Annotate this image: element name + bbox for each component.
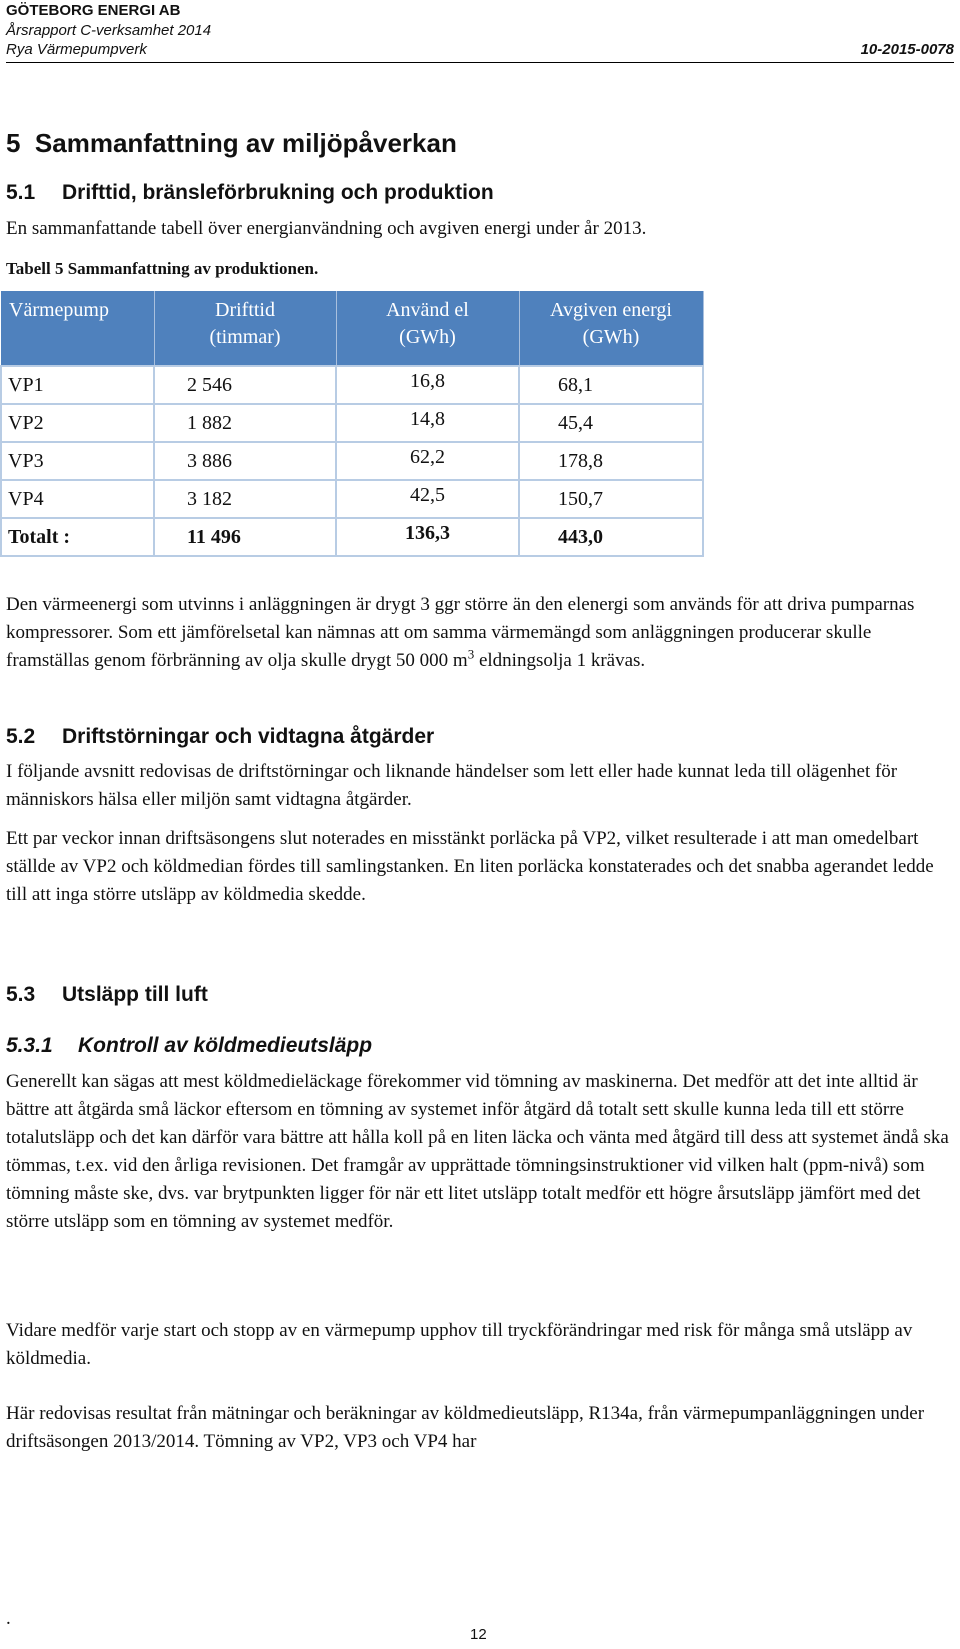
section-5-2-paragraph-1: I följande avsnitt redovisas de driftstörningar och liknande händelser som lett eller hade kunnat leda till olägenhet för människors hälsa eller miljön samt vidtagna åtgärder. — [6, 761, 898, 810]
cell-pump: VP2 — [1, 404, 154, 442]
chapter-heading — [6, 128, 457, 159]
section-title: Utsläpp till luft — [62, 983, 208, 1006]
cell-electricity: 14,8 — [336, 404, 519, 442]
section-number: 5.1 — [6, 181, 36, 204]
header-energy: Avgiven energi (GWh) — [519, 291, 703, 366]
table-total-row — [1, 518, 703, 556]
section-5-2-paragraph-2: Ett par veckor innan driftsäsongens slut noterades en misstänkt porläcka på VP2, vilket resulterade i att man omedelbart ställde av VP2 och köldmedian fördes till samlingstanken. En liten porläcka konstaterades och det snabba agerandet ledde till att inga större utsläpp av köldmedia skedde. — [6, 828, 934, 905]
cell-total-energy: 443,0 — [519, 518, 703, 556]
table-row — [1, 480, 703, 518]
table-row — [1, 442, 703, 480]
section-5-3-1-paragraph-3: Här redovisas resultat från mätningar och beräkningar av köldmedieutsläpp, R134a, från värmepumpanläggningen under driftsäsongen 2013/2014. Tömning av VP2, VP3 och VP4 har — [6, 1403, 925, 1452]
document-number: 10-2015-0078 — [860, 41, 954, 58]
table-caption: Tabell 5 Sammanfattning av produktionen. — [6, 259, 319, 278]
cell-total-runtime: 11 496 — [154, 518, 336, 556]
section-number: 5.3 — [6, 983, 36, 1006]
cell-energy: 45,4 — [519, 404, 703, 442]
facility-name: Rya Värmepumpverk — [6, 41, 147, 58]
section-5-1-heading — [6, 181, 494, 205]
cell-runtime: 3 886 — [154, 442, 336, 480]
section-5-1-intro: En sammanfattande tabell över energianvändning och avgiven energi under år 2013. — [6, 218, 647, 239]
section-5-3-1-paragraph-1: Generellt kan sägas att mest köldmedieläckage förekommer vid tömning av maskinerna. Det medför att det inte alltid är bättre att åtgärda små läckor eftersom en tömning av systemet inför åtgärd då totalt sett skulle kunna leda till ett större totalutsläpp och det kan därför vara bättre att hålla koll på en liten läcka och vänta med åtgärd till dess att systemet ändå ska tömmas, t.ex. vid den årliga revisionen. Det framgår av upprättade tömningsinstruktioner vid vilken halt (ppm-nivå) som tömning måste ske, dvs. var brytpunkten ligger för när ett litet utsläpp totalt medför ett högre årsutsläpp jämfört med det större utsläpp som en tömning av systemet medför. — [6, 1071, 949, 1232]
cell-energy: 150,7 — [519, 480, 703, 518]
cell-total-electricity: 136,3 — [336, 518, 519, 556]
table-row — [1, 404, 703, 442]
cell-pump: VP1 — [1, 366, 154, 404]
cell-electricity: 16,8 — [336, 366, 519, 404]
header-runtime: Drifttid (timmar) — [154, 291, 336, 366]
cell-total-label: Totalt : — [1, 518, 154, 556]
section-5-3-1-heading — [6, 1034, 372, 1058]
section-number: 5.2 — [6, 725, 36, 748]
chapter-number: 5 — [6, 128, 21, 158]
cell-pump: VP4 — [1, 480, 154, 518]
header-electricity: Använd el (GWh) — [336, 291, 519, 366]
table-row — [1, 366, 703, 404]
production-table — [0, 291, 704, 557]
cell-runtime: 1 882 — [154, 404, 336, 442]
energy-comparison-paragraph: Den värmeenergi som utvinns i anläggningen är drygt 3 ggr större än den elenergi som används för att driva pumparnas kompressorer. Som ett jämförelsetal kan nämnas att om samma värmemängd som anläggningen producerar skulle framställas genom förbränning av olja skulle drygt 50 000 $m^3$ eldningsolja 1 krävas. — [6, 594, 915, 671]
cell-energy: 178,8 — [519, 442, 703, 480]
page-header — [6, 0, 954, 63]
table-header-row — [1, 291, 703, 366]
header-pump: Värmepump — [1, 291, 154, 366]
footer-mark: . — [6, 1608, 11, 1629]
cell-pump: VP3 — [1, 442, 154, 480]
cell-electricity: 62,2 — [336, 442, 519, 480]
section-title: Driftstörningar och vidtagna åtgärder — [62, 725, 435, 748]
report-title: Årsrapport C-verksamhet 2014 — [6, 22, 212, 39]
section-title: Drifttid, bränsleförbrukning och produktion — [62, 181, 494, 204]
cell-runtime: 2 546 — [154, 366, 336, 404]
page-number: 12 — [470, 1626, 487, 1643]
cell-electricity: 42,5 — [336, 480, 519, 518]
header-row — [6, 40, 954, 59]
cell-energy: 68,1 — [519, 366, 703, 404]
section-5-3-1-paragraph-2: Vidare medför varje start och stopp av en värmepump upphov till tryckförändringar med risk för många små utsläpp av köldmedia. — [6, 1320, 913, 1369]
company-name: GÖTEBORG ENERGI AB — [6, 2, 181, 19]
section-5-2-heading — [6, 725, 434, 749]
chapter-title: Sammanfattning av miljöpåverkan — [34, 128, 457, 158]
section-title: Kontroll av köldmedieutsläpp — [78, 1034, 373, 1057]
section-number: 5.3.1 — [6, 1034, 53, 1057]
cell-runtime: 3 182 — [154, 480, 336, 518]
section-5-3-heading — [6, 983, 208, 1007]
superscript: 3 — [467, 646, 475, 662]
